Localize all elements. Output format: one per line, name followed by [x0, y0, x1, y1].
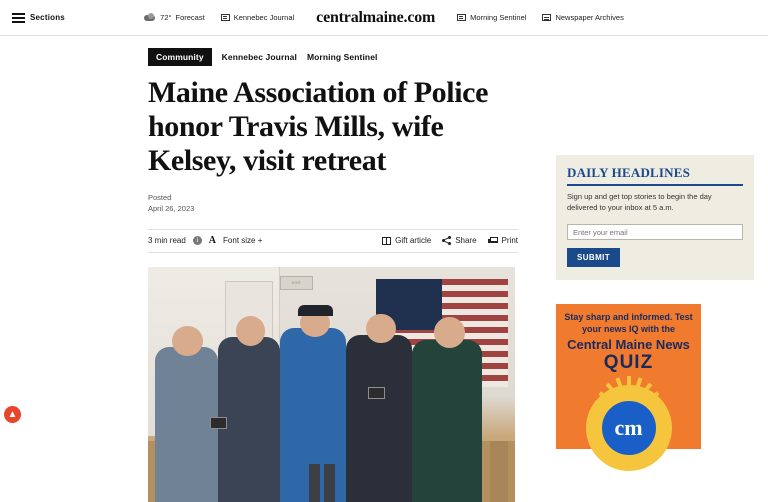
kennebec-journal-label: Kennebec Journal — [233, 13, 295, 22]
quiz-ad-line1: Stay sharp and informed. Test your news IQ with the — [564, 312, 693, 334]
share-label: Share — [455, 236, 477, 246]
print-button[interactable] — [488, 236, 518, 245]
weather-temp: 72° — [160, 13, 172, 22]
nav-item-newspaper-archives[interactable] — [542, 13, 623, 22]
print-label: Print — [501, 236, 518, 246]
share-icon — [442, 236, 451, 245]
photo-person — [412, 340, 482, 502]
kicker-kennebec-journal[interactable]: Kennebec Journal — [221, 52, 297, 62]
quiz-ad-line2: Central Maine News — [567, 336, 690, 352]
posted-block — [148, 192, 520, 215]
daily-headlines-title: DAILY HEADLINES — [567, 165, 743, 186]
top-navigation-bar — [0, 0, 768, 36]
read-time: 3 min read — [148, 236, 186, 246]
photo-prosthetic-leg — [324, 464, 335, 502]
nav-item-forecast[interactable] — [144, 13, 205, 22]
photo-plaque — [368, 387, 385, 399]
meta-left-group — [148, 236, 262, 246]
photo-person — [218, 337, 280, 502]
sections-label: Sections — [30, 13, 65, 22]
kicker-community[interactable]: Community — [148, 48, 212, 66]
submit-button[interactable]: SUBMIT — [567, 248, 620, 267]
email-field[interactable] — [567, 224, 743, 240]
photo-exit-sign: EXIT — [280, 276, 313, 290]
morning-sentinel-label: Morning Sentinel — [470, 13, 527, 22]
newspaper-icon — [457, 14, 466, 21]
photo-person-head — [366, 314, 395, 343]
gift-article-label: Gift article — [395, 236, 432, 246]
daily-headlines-subtitle: Sign up and get top stories to begin the day delivered to your inbox at 5 a.m. — [567, 192, 712, 212]
article-column — [0, 36, 520, 502]
posted-label: Posted — [148, 192, 172, 202]
cloud-sun-icon — [144, 13, 156, 22]
article-kickers — [148, 48, 520, 66]
daily-headlines-signup — [556, 155, 754, 280]
font-size-button[interactable]: Font size + — [223, 236, 263, 246]
cm-logo: cm — [602, 401, 656, 455]
forecast-label: Forecast — [175, 13, 205, 22]
share-button[interactable] — [442, 236, 476, 245]
sidebar-rail — [556, 155, 754, 449]
hamburger-icon — [12, 13, 25, 23]
photo-person-head — [172, 326, 203, 357]
article-photo — [148, 267, 515, 502]
newspaper-archives-label: Newspaper Archives — [555, 13, 624, 22]
article-meta-bar — [148, 229, 518, 253]
printer-icon — [488, 237, 498, 245]
archive-icon — [542, 14, 551, 21]
meta-right-group — [382, 236, 518, 245]
posted-date: April 26, 2023 — [148, 204, 195, 214]
quiz-ad-line3: QUIZ — [603, 352, 654, 374]
gift-article-button[interactable] — [382, 236, 431, 245]
news-quiz-ad[interactable] — [556, 304, 701, 449]
photo-person — [346, 335, 412, 502]
photo-person-head — [236, 316, 265, 345]
site-logo[interactable]: centralmaine.com — [316, 8, 436, 26]
photo-prosthetic-leg — [309, 464, 320, 502]
page-title: Maine Association of Police honor Travis Mills, wife Kelsey, visit retreat — [148, 76, 488, 177]
scroll-to-top-button[interactable]: ▲ — [4, 406, 21, 423]
sections-menu-button[interactable] — [12, 13, 65, 23]
font-size-icon: A — [208, 234, 217, 246]
quiz-ad-logo-burst — [586, 385, 672, 471]
info-icon[interactable]: i — [193, 236, 202, 245]
photo-person-cap — [298, 305, 333, 317]
newspaper-icon — [221, 14, 230, 21]
nav-center-group — [0, 9, 768, 27]
nav-item-morning-sentinel[interactable] — [457, 13, 526, 22]
gift-icon — [382, 237, 391, 245]
photo-plaque — [210, 417, 227, 429]
nav-item-kennebec-journal[interactable] — [221, 13, 294, 22]
photo-person — [155, 347, 217, 502]
kicker-morning-sentinel[interactable]: Morning Sentinel — [306, 52, 378, 62]
